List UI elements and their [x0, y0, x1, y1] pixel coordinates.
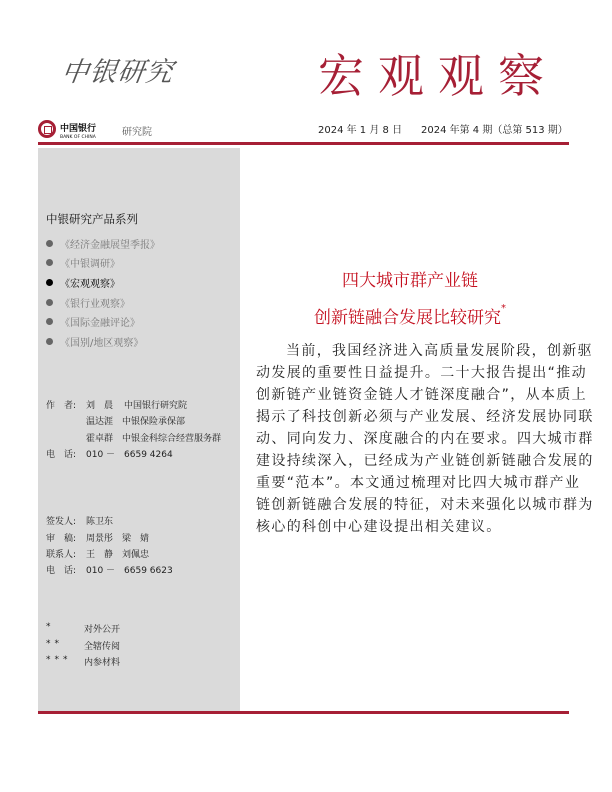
series-item-label: 《国别/地区观察》	[60, 338, 144, 349]
bullet-icon	[46, 259, 53, 266]
series-item	[46, 236, 160, 251]
star-icon: **	[46, 639, 63, 649]
abstract-line: 动发展的重要性日益提升。二十大报告提出“推动	[256, 365, 587, 381]
star-icon: *	[46, 622, 55, 632]
author-name: 温达涯	[86, 417, 114, 427]
author-org: 中国银行研究院	[124, 401, 188, 411]
series-item	[46, 334, 143, 349]
level-label: 全辖传阅	[84, 642, 121, 652]
research-logo: 中银研究	[59, 57, 176, 88]
series-item	[46, 295, 130, 310]
series-item	[46, 314, 140, 329]
issue-number: 2024 年第 4 期（总第 513 期）	[421, 125, 568, 136]
institute-label: 研究院	[122, 127, 152, 138]
level-label: 对外公开	[84, 625, 121, 635]
abstract-line: 动、同向发力、深度融合的内在要求。四大城市群	[256, 431, 594, 447]
abstract-line: 链创新链融合发展的特征，对未来强化以城市群为	[256, 497, 594, 513]
headline-line-1: 四大城市群产业链	[342, 271, 478, 291]
abstract-line: 建设持续深入，已经成为产业链创新链融合发展的	[256, 453, 594, 469]
level-label: 内参材料	[84, 658, 121, 668]
issuer-name: 陈卫东	[86, 517, 114, 527]
series-title: 宏观观察	[318, 49, 558, 103]
bank-name-cn: 中国银行	[60, 124, 97, 134]
series-item-label: 《中银调研》	[60, 259, 120, 270]
sidebar-panel	[38, 148, 240, 712]
author-org: 中银金科综合经营服务群	[122, 434, 222, 444]
series-heading: 中银研究产品系列	[46, 212, 138, 226]
bank-logo	[38, 116, 96, 141]
bullet-icon	[46, 318, 53, 325]
abstract-line: 核心的科创中心建设提出相关建议。	[256, 519, 502, 535]
bullet-icon	[46, 338, 53, 345]
bullet-icon	[46, 279, 53, 286]
abstract-line: 重要“范本”。本文通过梳理对比四大城市群产业	[256, 475, 581, 491]
bottom-divider	[38, 711, 569, 714]
series-item-active	[46, 275, 120, 290]
contact-label: 联系人:	[46, 550, 77, 560]
issuer-label: 签发人:	[46, 517, 77, 527]
review-label: 审 稿:	[46, 534, 77, 544]
bank-logo-icon	[38, 120, 56, 138]
series-item	[46, 255, 120, 270]
contact-names: 王 静 刘佩忠	[86, 550, 150, 560]
reviewer-names: 周景彤 梁 婧	[86, 534, 150, 544]
author-org: 中银保险承保部	[122, 417, 186, 427]
abstract-line: 创新链产业链资金链人才链深度融合”，从本质上	[256, 387, 587, 403]
star-icon: ***	[46, 655, 72, 665]
author-name: 刘 晨	[86, 401, 114, 411]
bullet-icon	[46, 240, 53, 247]
series-item-label: 《银行业观察》	[60, 299, 130, 310]
footnote-mark: *	[501, 303, 506, 314]
series-item-label: 《国际金融评论》	[60, 318, 140, 329]
bank-name-en: BANK OF CHINA	[60, 135, 96, 140]
publish-date: 2024 年 1 月 8 日	[318, 125, 403, 136]
phone-label: 电 话:	[46, 566, 77, 576]
phone-number: 010 － 6659 6623	[86, 566, 173, 576]
abstract-line: 揭示了科技创新必须与产业发展、经济发展协同联	[256, 409, 594, 425]
series-item-label: 《经济金融展望季报》	[60, 240, 160, 251]
phone-number: 010 － 6659 4264	[86, 450, 173, 460]
bullet-icon	[46, 299, 53, 306]
author-name: 霍卓群	[86, 434, 114, 444]
top-divider	[38, 142, 569, 145]
abstract-line: 当前，我国经济进入高质量发展阶段，创新驱	[286, 343, 593, 359]
series-item-label: 《宏观观察》	[60, 279, 120, 290]
headline-line-2	[250, 303, 570, 328]
authors-label: 作 者:	[46, 401, 77, 411]
phone-label: 电 话:	[46, 450, 77, 460]
headline-text: 创新链融合发展比较研究	[314, 308, 501, 328]
